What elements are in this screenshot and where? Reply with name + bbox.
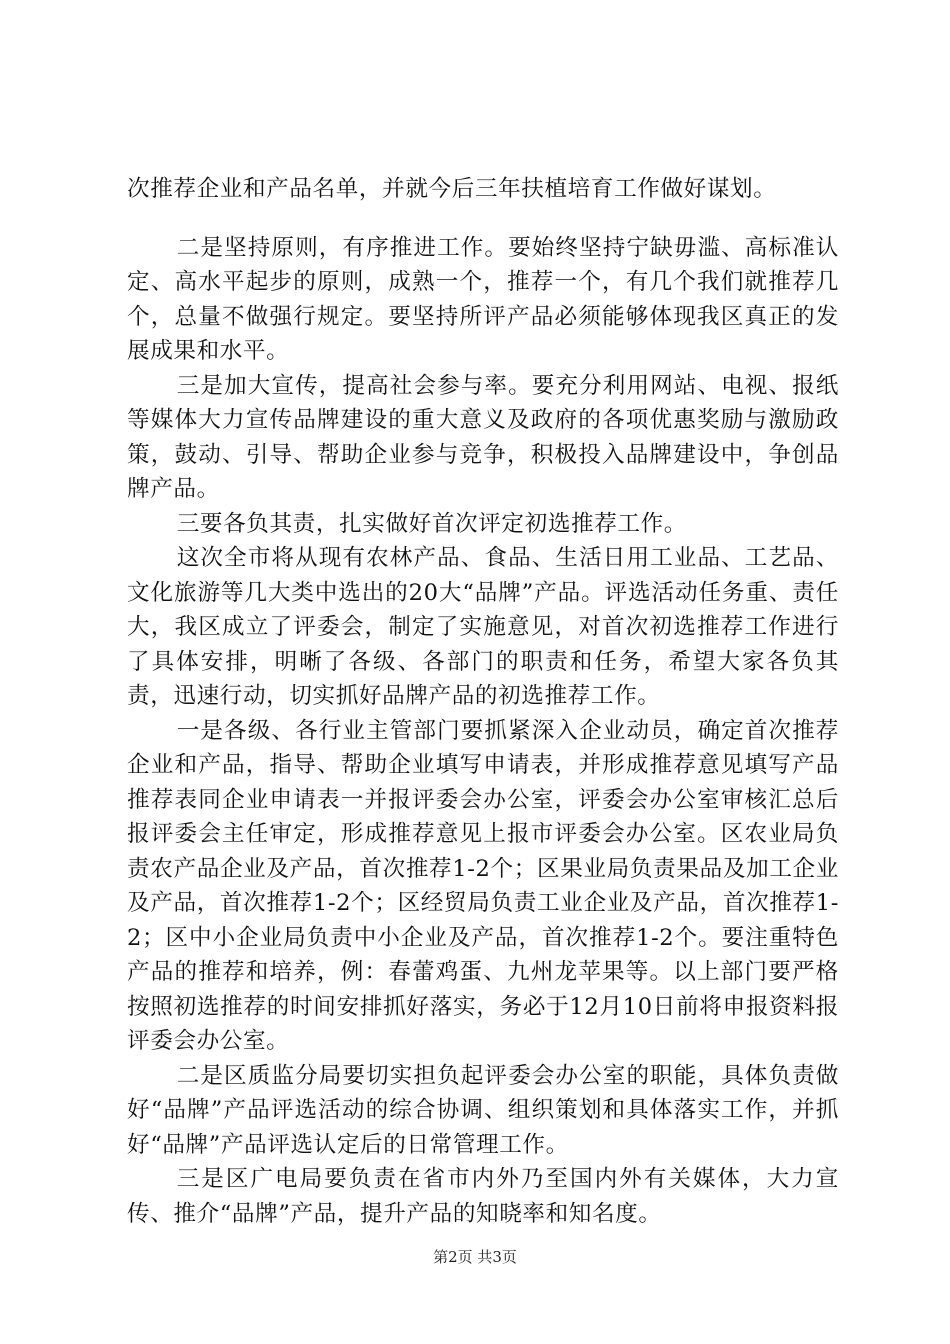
paragraph-responsibility-heading: 三要各负其责，扎实做好首次评定初选推荐工作。 bbox=[176, 510, 687, 537]
paragraph-city-selection: 这次全市将从现有农林产品、食品、生活日用工业品、工艺品、文化旅游等几大类中选出的20大“品牌”产品。评选活动任务重、责任大，我区成立了评委会，制定了实施意见，对首次初选推荐工作进行了具体安排，明晰了各级、各部门的职责和任务，希望大家各负其责，迅速行动，切实抓好品牌产品的初选推荐工作。 bbox=[127, 545, 839, 709]
document-body bbox=[127, 172, 839, 1231]
paragraph-publicity: 三是加大宣传，提高社会参与率。要充分利用网站、电视、报纸等媒体大力宣传品牌建设的重大意义及政府的各项优惠奖励与激励政策，鼓动、引导、帮助企业参与竞争，积极投入品牌建设中，争创品牌产品。 bbox=[127, 372, 839, 502]
paragraph-principle: 二是坚持原则，有序推进工作。要始终坚持宁缺毋滥、高标准认定、高水平起步的原则，成熟一个，推荐一个，有几个我们就推荐几个，总量不做强行规定。要坚持所评产品必须能够体现我区真正的发展成果和水平。 bbox=[127, 234, 839, 364]
paragraph-quality-bureau: 二是区质监分局要切实担负起评委会办公室的职能，具体负责做好“品牌”产品评选活动的综合协调、组织策划和具体落实工作，并抓好“品牌”产品评选认定后的日常管理工作。 bbox=[127, 1062, 839, 1158]
paragraph-broadcast-bureau: 三是区广电局要负责在省市内外乃至国内外有关媒体，大力宣传、推介“品牌”产品，提升产品的知晓率和知名度。 bbox=[127, 1166, 839, 1227]
paragraph-departments: 一是各级、各行业主管部门要抓紧深入企业动员，确定首次推荐企业和产品，指导、帮助企业填写申请表，并形成推荐意见填写产品推荐表同企业申请表一并报评委会办公室，评委会办公室审核汇总后报评委会主任审定，形成推荐意见上报市评委会办公室。区农业局负责农产品企业及产品，首次推荐1-2个；区果业局负责果品及加工企业及产品，首次推荐1-2个；区经贸局负责工业企业及产品，首次推荐1-2；区中小企业局负责中小企业及产品，首次推荐1-2个。要注重特色产品的推荐和培养，例：春蕾鸡蛋、九州龙苹果等。以上部门要严格按照初选推荐的时间安排抓好落实，务必于12月10日前将申报资料报评委会办公室。 bbox=[127, 717, 839, 1054]
page-number-footer: 第2页 共3页 bbox=[433, 1248, 517, 1266]
paragraph-continuation: 次推荐企业和产品名单，并就今后三年扶植培育工作做好谋划。 bbox=[127, 176, 777, 202]
